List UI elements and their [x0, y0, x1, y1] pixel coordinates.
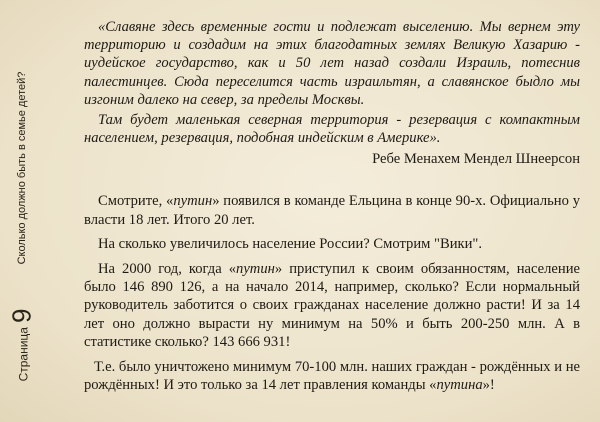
- quote-author: Ребе Менахем Мендел Шнеерсон: [372, 151, 580, 168]
- body-paragraph-2: На сколько увеличилось население России? Смотрим "Вики".: [98, 236, 483, 253]
- body-p1-before: Смотрите, «: [98, 193, 174, 210]
- quote-paragraph-1: «Славяне здесь временные гости и подлежат выселению. Мы вернем эту территорию и создадим на этих благодатных землях Великую Хазарию - иудейское государство, как и 50 лет назад создали Израиль, потеснив палестинцев. Сюда переселится часть израильтян, а славянское быдло мы изгоним далеко на север, за пределы Москвы.: [84, 19, 580, 108]
- quote-paragraph-2: Там будет маленькая северная территория - резервация с компактным населением, резервация, подобная индейским в Америке».: [84, 112, 580, 147]
- body-paragraph-1: [84, 192, 580, 229]
- body-paragraph-3: [84, 260, 580, 352]
- body-text: [84, 192, 580, 394]
- side-question-text: Сколько должно быть в семье детей?: [16, 71, 28, 265]
- page-number: 9: [6, 308, 37, 324]
- body-p4-after: »!: [482, 377, 495, 394]
- body-p4-before: Т.е. было уничтожено минимум 70-100 млн. наших граждан - рождённых и не рождённых! И это только за 14 лет правления команды «: [84, 358, 580, 394]
- body-p1-after: » появился в команде Ельцина в конце 90-х. Официально у власти 18 лет. Итого 20 лет.: [84, 193, 580, 228]
- body-p4-emphasis: путина: [436, 377, 483, 394]
- quote-block: [84, 18, 580, 168]
- body-p3-before: На 2000 год, когда «: [98, 260, 237, 277]
- page-indicator: [7, 309, 38, 382]
- page-label: Страница: [16, 327, 31, 382]
- main-content: [84, 18, 580, 400]
- side-margin: [0, 0, 44, 422]
- body-p3-after: » приступил к своим обязанностям, население было 146 890 126, а на начало 2014, например, сколько? Если нормальный руководитель заботится о своих гражданах население должно расти! И за 14 лет оно должно вырасти ну минимум на 50% и быть 200-250 млн. А в статистике сколько? 143 666 931!: [84, 260, 580, 351]
- body-paragraph-4: [84, 358, 580, 395]
- body-p1-emphasis: путин: [173, 193, 213, 210]
- body-p3-emphasis: путин: [236, 260, 275, 277]
